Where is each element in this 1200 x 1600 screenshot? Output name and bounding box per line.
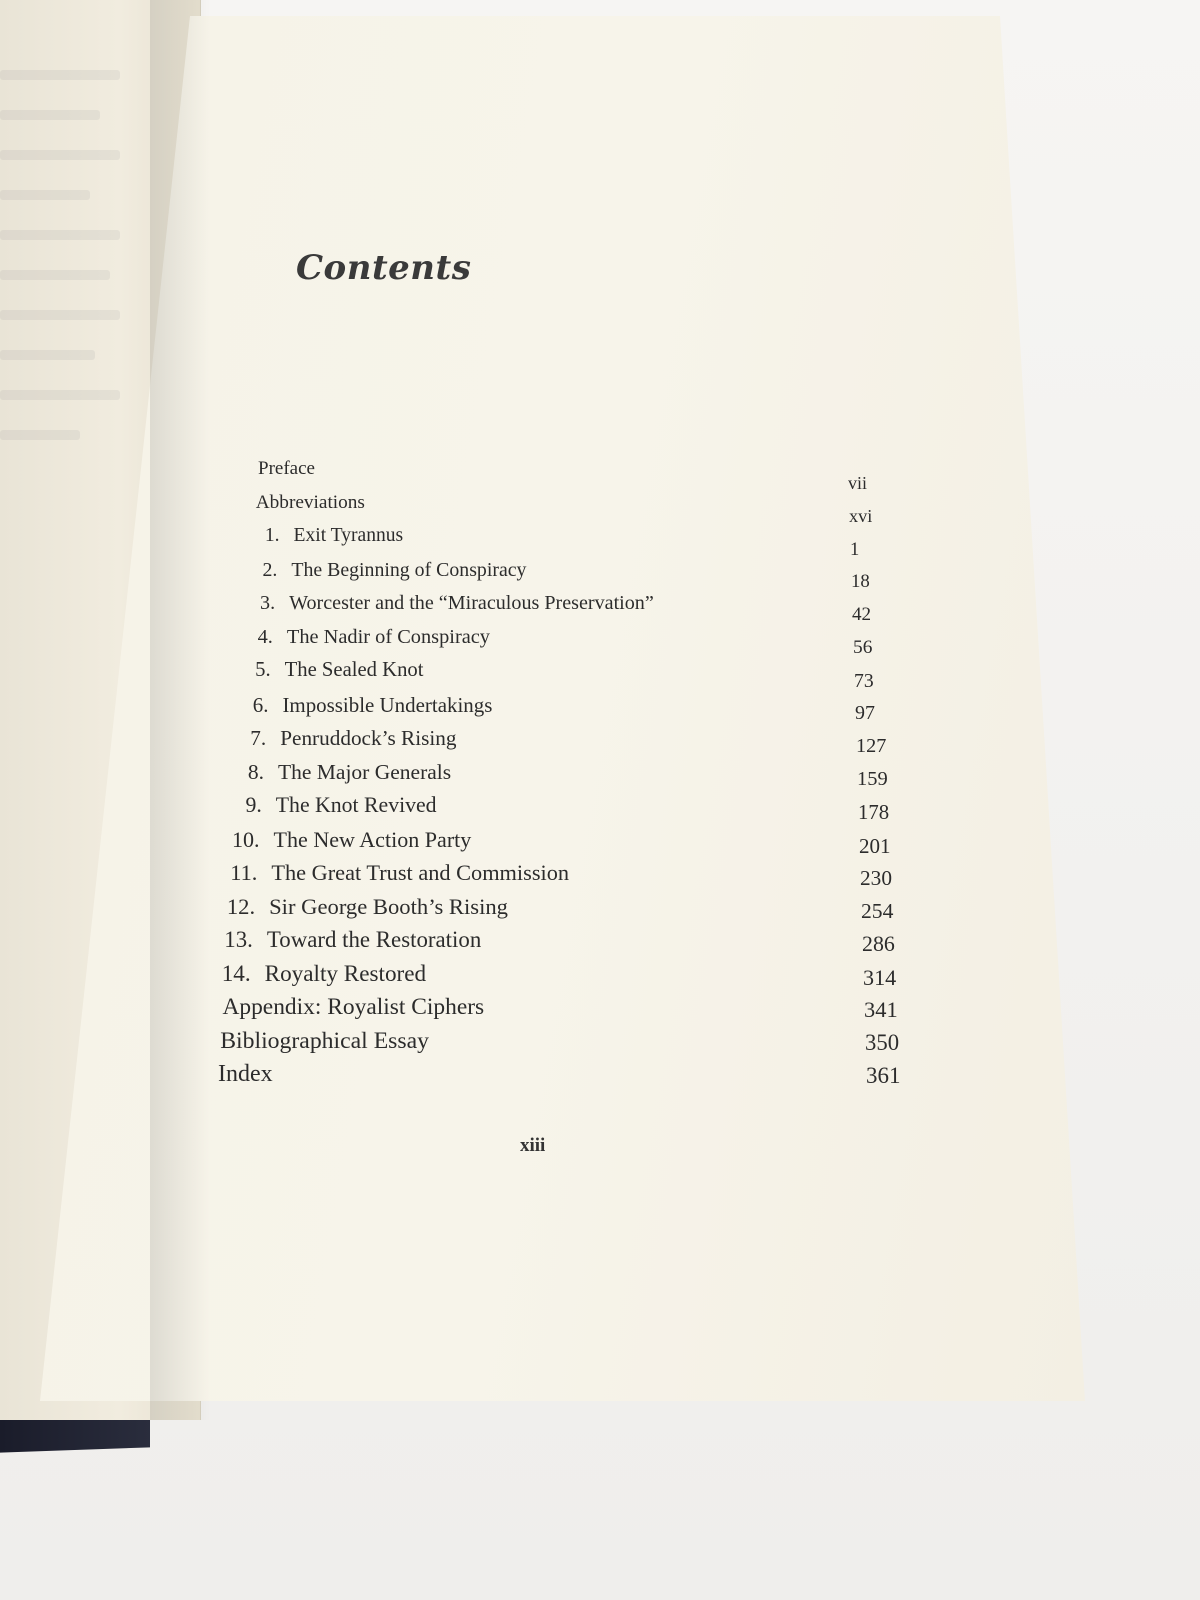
toc-entry-title: Royalty Restored	[264, 960, 427, 987]
toc-page-number: 254	[861, 899, 894, 924]
toc-back-matter-entry	[222, 994, 484, 1021]
toc-page-number: 286	[862, 931, 895, 956]
toc-chapter-entry	[230, 760, 451, 785]
toc-page-number: 18	[851, 571, 870, 593]
toc-page-number: 73	[854, 669, 874, 692]
toc-entry-title: Penruddock’s Rising	[280, 726, 457, 750]
chapter-number: 1.	[264, 525, 280, 546]
toc-entry-title: Impossible Undertakings	[282, 692, 493, 717]
chapter-number: 3.	[260, 592, 276, 614]
toc-page-number: 201	[859, 833, 891, 858]
toc-front-matter-entry	[256, 492, 365, 514]
toc-entry-title: Sir George Booth’s Rising	[269, 893, 508, 919]
chapter-number: 2.	[262, 558, 278, 581]
toc-chapter-entry	[226, 827, 472, 853]
toc-back-matter-entry	[218, 1061, 273, 1088]
toc-entry-title: Preface	[258, 458, 315, 479]
toc-chapter-entry	[237, 659, 424, 682]
chapter-number: 14.	[221, 960, 251, 987]
toc-page-number: 230	[860, 866, 892, 891]
chapter-number: 5.	[255, 659, 271, 681]
toc-page-number: 159	[857, 768, 888, 790]
toc-page-number: 1	[850, 538, 860, 560]
chapter-number: 9.	[245, 793, 262, 817]
toc-chapter-entry	[228, 793, 437, 818]
page-number: xiii	[520, 1135, 546, 1156]
toc-chapter-entry	[239, 626, 490, 649]
toc-entry-title: Appendix: Royalist Ciphers	[222, 994, 485, 1020]
toc-page-number: xvi	[849, 505, 873, 526]
toc-entry-title: Toward the Restoration	[266, 927, 482, 952]
toc-chapter-entry	[246, 525, 404, 547]
chapter-number: 8.	[247, 759, 264, 784]
toc-entry-title: Index	[218, 1061, 273, 1087]
toc-chapter-entry	[217, 961, 426, 988]
toc-chapter-entry	[221, 894, 508, 920]
chapter-number: 13.	[224, 927, 253, 952]
toc-entry-title: The Nadir of Conspiracy	[286, 625, 490, 648]
toc-entry-title: The Sealed Knot	[284, 659, 424, 681]
toc-entry-title: Exit Tyrannus	[293, 525, 404, 546]
chapter-number: 7.	[250, 726, 267, 750]
toc-page-number: 42	[852, 604, 872, 626]
toc-chapter-entry	[232, 726, 456, 751]
toc-chapter-entry	[243, 559, 526, 582]
toc-page-number: 178	[858, 800, 890, 824]
toc-entry-title: Worcester and the “Miraculous Preservation”	[289, 592, 654, 614]
toc-back-matter-entry	[220, 1028, 429, 1055]
toc-chapter-entry	[234, 693, 492, 718]
toc-front-matter-entry	[258, 458, 315, 480]
toc-page-number: vii	[848, 473, 868, 493]
toc-chapter-entry	[219, 927, 481, 953]
toc-entry-title: Bibliographical Essay	[220, 1027, 430, 1054]
toc-entry-title: The Knot Revived	[275, 793, 437, 817]
chapter-number: 11.	[230, 860, 258, 885]
chapter-number: 12.	[226, 893, 256, 919]
chapter-number: 6.	[252, 692, 269, 717]
page-title: Contents	[296, 248, 472, 288]
chapter-number: 10.	[231, 826, 260, 852]
toc-entry-title: Abbreviations	[255, 491, 365, 513]
chapter-number: 4.	[257, 625, 273, 648]
toc-entry-title: The Beginning of Conspiracy	[291, 558, 527, 581]
toc-page-number: 341	[864, 997, 898, 1023]
toc-page-number: 56	[853, 636, 873, 658]
toc-page-number: 97	[855, 702, 875, 725]
toc-page-number: 127	[856, 735, 887, 758]
toc-page-number: 350	[865, 1030, 900, 1056]
toc-page-number: 361	[866, 1063, 901, 1088]
toc-entry-title: The Major Generals	[278, 759, 452, 784]
toc-page-number: 314	[863, 964, 897, 990]
toc-entry-title: The Great Trust and Commission	[271, 860, 570, 885]
toc-entry-title: The New Action Party	[273, 826, 472, 852]
toc-chapter-entry	[223, 860, 569, 886]
toc-chapter-entry	[241, 592, 654, 615]
